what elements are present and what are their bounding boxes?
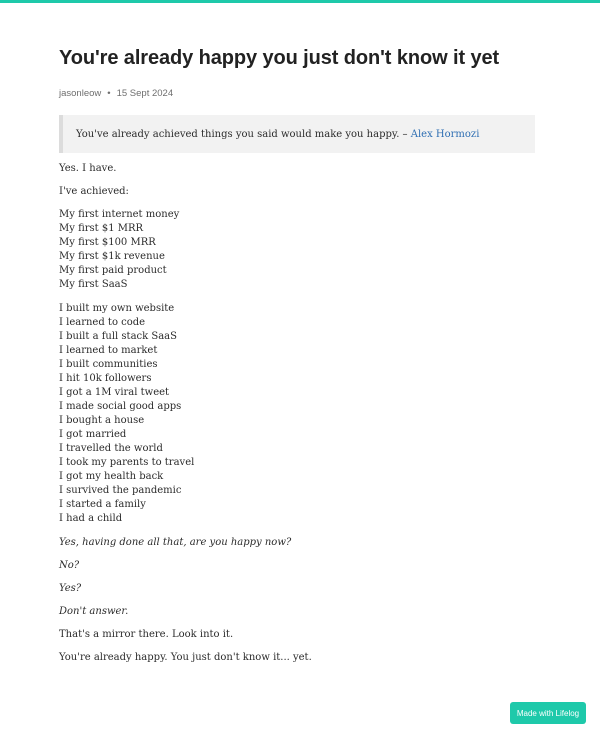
- no-text: No?: [59, 560, 80, 571]
- author-link[interactable]: jasonleow: [59, 88, 102, 99]
- list-item: I got a 1M viral tweet: [59, 387, 170, 398]
- blockquote: [59, 115, 535, 153]
- achievements-list: [59, 302, 539, 526]
- paragraph-no: [59, 557, 539, 575]
- list-item: My first SaaS: [59, 279, 128, 290]
- list-item: I started a family: [59, 499, 146, 510]
- paragraph-intro-2: I've achieved:: [59, 186, 129, 197]
- list-item: I took my parents to travel: [59, 457, 195, 468]
- page-title: You're already happy you just don't know it yet: [59, 47, 500, 69]
- list-item: I learned to code: [59, 317, 146, 328]
- list-item: I made social good apps: [59, 401, 182, 412]
- paragraph-dont-answer: [59, 603, 539, 621]
- list-item: My first internet money: [59, 209, 180, 220]
- paragraph-closing: You're already happy. You just don't know it... yet.: [59, 652, 312, 663]
- list-item: I survived the pandemic: [59, 485, 182, 496]
- list-item: I hit 10k followers: [59, 373, 152, 384]
- dont-answer-text: Don't answer.: [59, 606, 129, 617]
- list-item: My first $1 MRR: [59, 223, 144, 234]
- list-item: I built communities: [59, 359, 158, 370]
- question-text: Yes, having done all that, are you happy now?: [59, 537, 292, 548]
- list-item: I built my own website: [59, 303, 175, 314]
- yes-text: Yes?: [59, 583, 82, 594]
- list-item: I built a full stack SaaS: [59, 331, 177, 342]
- paragraph-mirror: That's a mirror there. Look into it.: [59, 629, 234, 640]
- list-item: My first paid product: [59, 265, 167, 276]
- made-with-lifelog-button[interactable]: Made with Lifelog: [510, 702, 586, 724]
- milestones-list: [59, 208, 539, 292]
- list-item: I had a child: [59, 513, 123, 524]
- post-date: 15 Sept 2024: [116, 88, 174, 99]
- quote-attribution-link[interactable]: Alex Hormozi: [410, 128, 480, 140]
- list-item: I travelled the world: [59, 443, 163, 454]
- post-meta: [59, 87, 173, 101]
- meta-separator: •: [107, 88, 111, 99]
- list-item: I got married: [59, 429, 127, 440]
- list-item: I bought a house: [59, 415, 145, 426]
- quote-text: You've already achieved things you said would make you happy. –: [76, 128, 408, 140]
- paragraph-intro-1: Yes. I have.: [59, 163, 117, 174]
- list-item: My first $100 MRR: [59, 237, 156, 248]
- post-body: [59, 160, 539, 667]
- paragraph-question: [59, 534, 539, 552]
- list-item: My first $1k revenue: [59, 251, 165, 262]
- paragraph-yes: [59, 580, 539, 598]
- list-item: I learned to market: [59, 345, 158, 356]
- list-item: I got my health back: [59, 471, 164, 482]
- top-accent-bar: [0, 0, 600, 3]
